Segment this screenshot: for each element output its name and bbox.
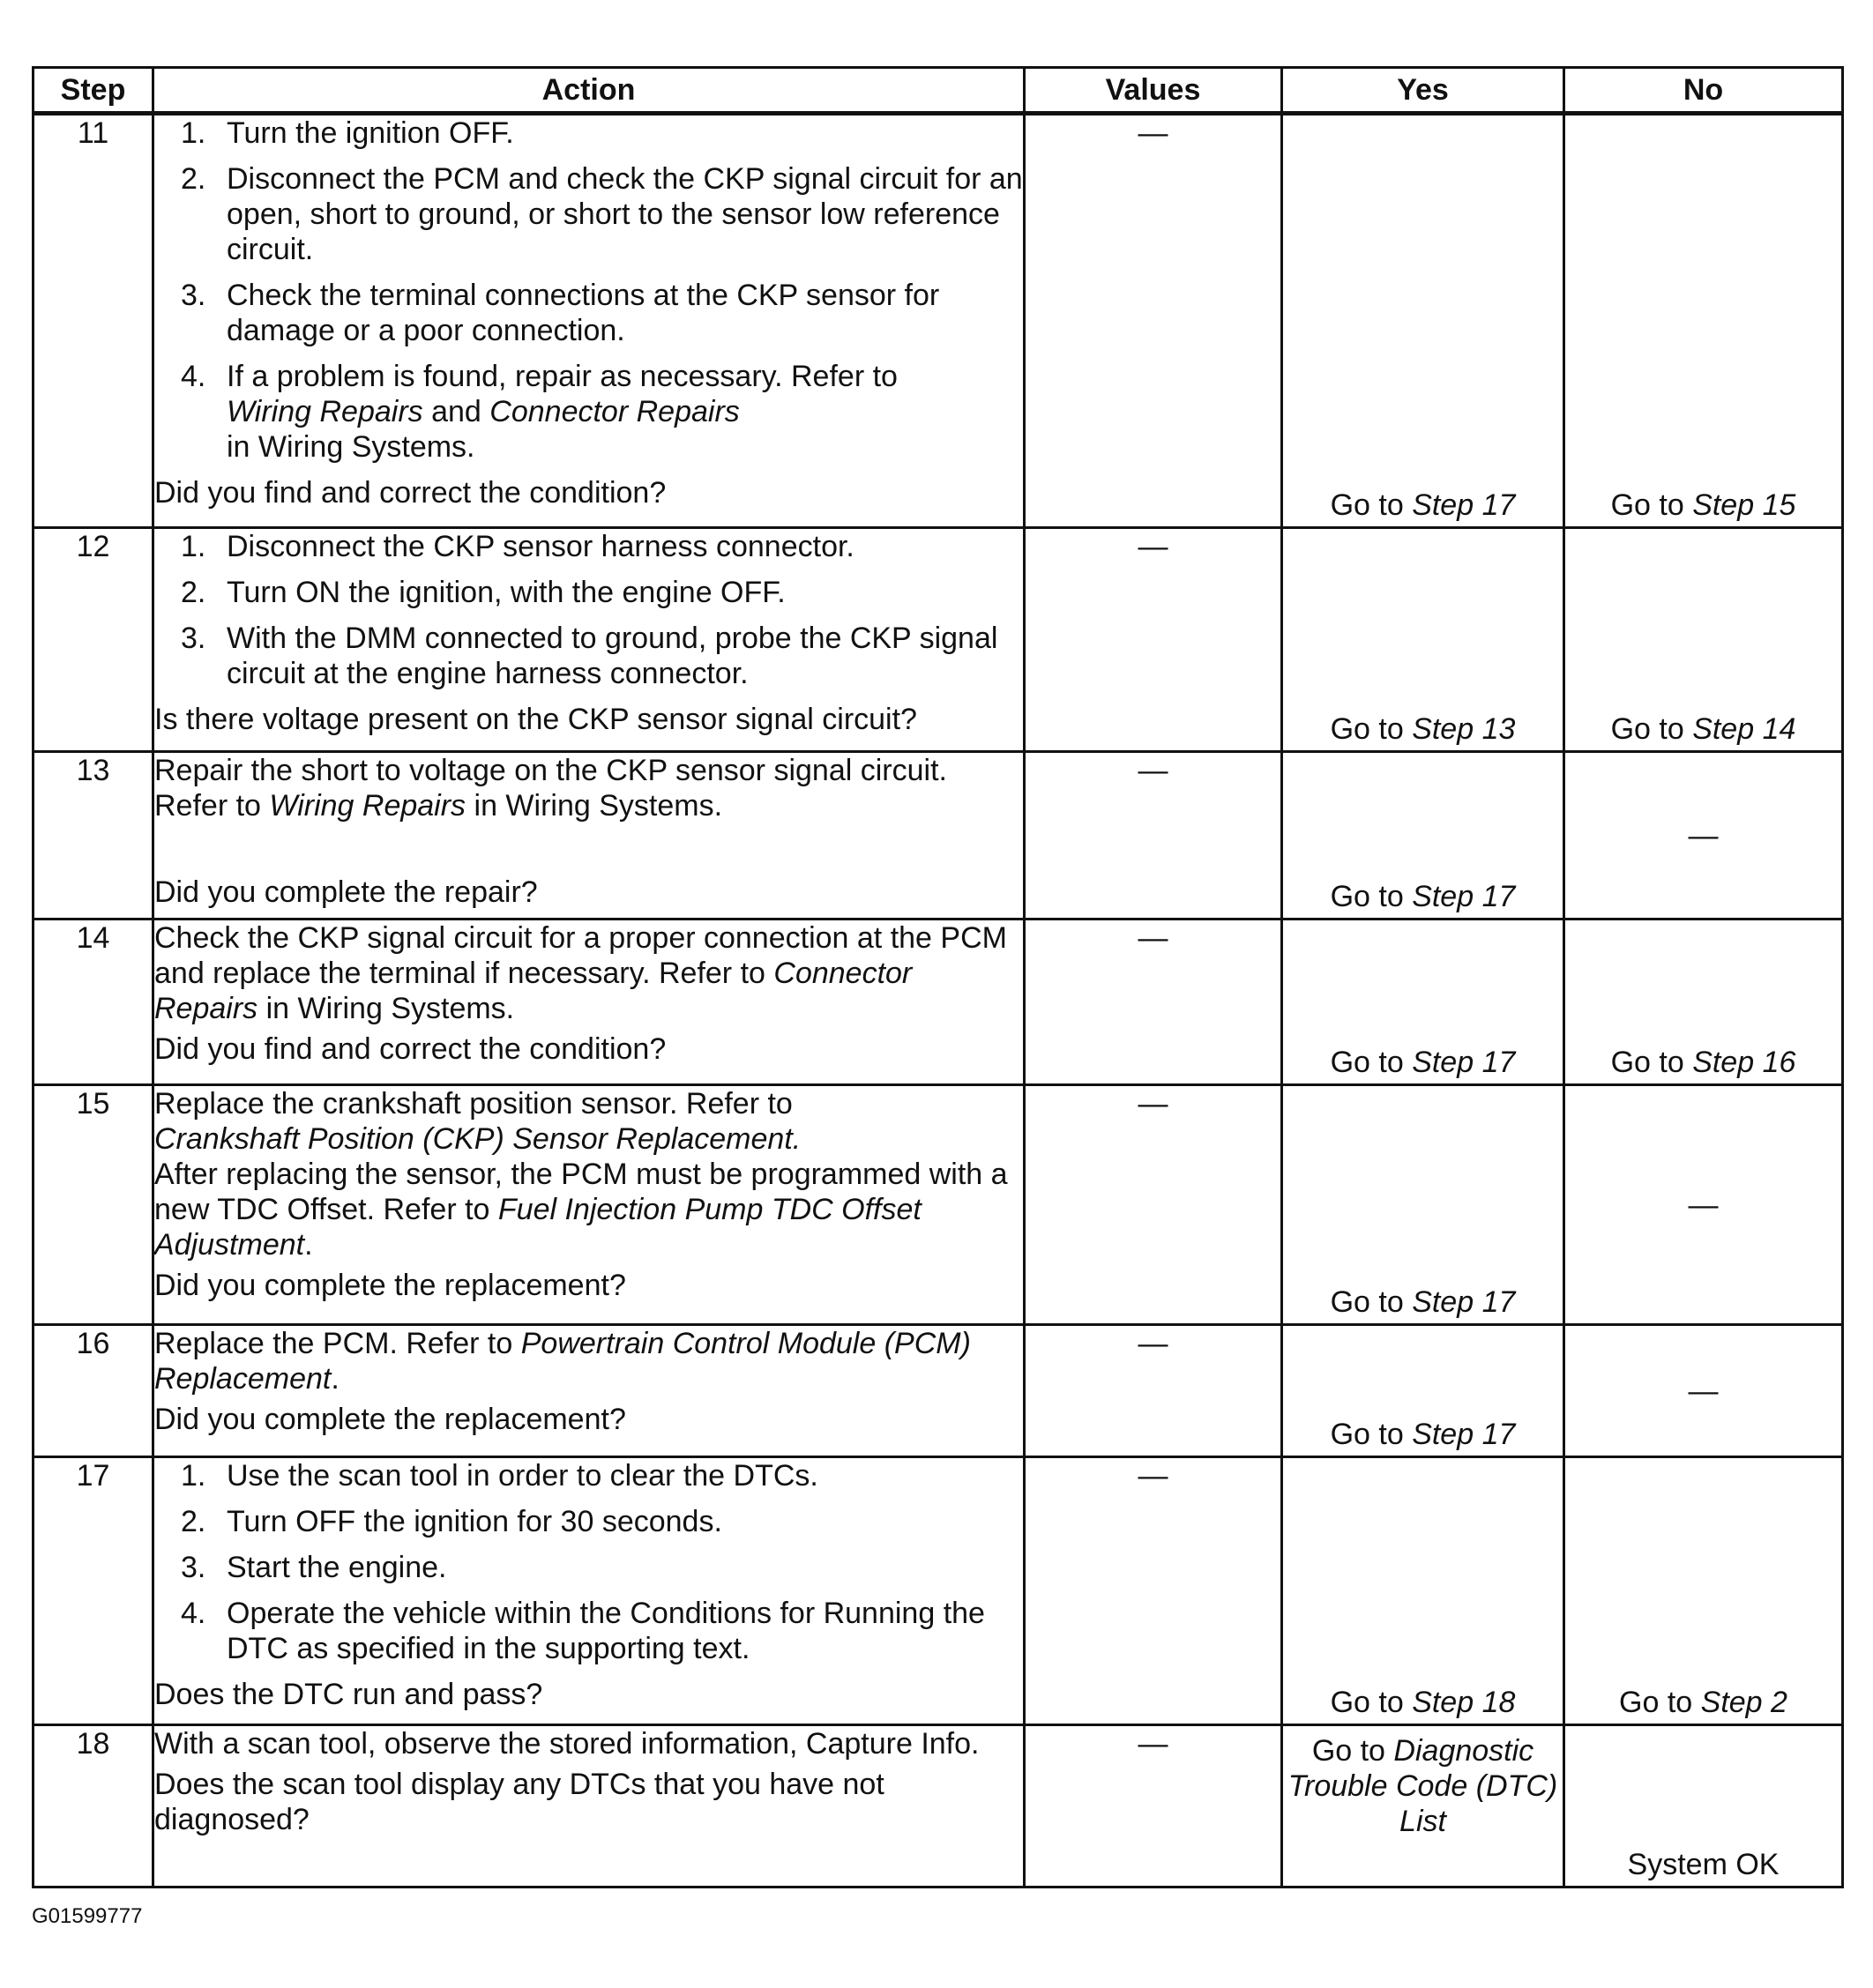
action-cell bbox=[153, 1725, 1025, 1887]
list-item: 4. If a problem is found, repair as necessary. Refer to Wiring Repairs and Connector Repairs in Wiring Systems. bbox=[181, 360, 898, 464]
list-item: 2. Turn OFF the ignition for 30 seconds. bbox=[181, 1505, 722, 1538]
list-item: 1. Disconnect the CKP sensor harness connector. bbox=[181, 530, 854, 563]
question-text: Did you find and correct the condition? bbox=[154, 1032, 667, 1066]
yes-cell bbox=[1282, 920, 1564, 1085]
action-list bbox=[154, 115, 1023, 465]
item-text: in Wiring Systems. bbox=[227, 430, 475, 464]
goto-prefix: Go to bbox=[1330, 1046, 1413, 1079]
question-text: Did you find and correct the condition? bbox=[154, 476, 667, 510]
table-row bbox=[34, 752, 1843, 920]
item-text: Replace the crankshaft position sensor. Refer to bbox=[154, 1087, 793, 1121]
goto-prefix: Go to bbox=[1610, 1046, 1693, 1079]
item-text: Turn ON the ignition, with the engine OFF. bbox=[227, 576, 786, 609]
header-action: Action bbox=[153, 68, 1025, 114]
goto-prefix: Go to bbox=[1330, 488, 1413, 522]
list-item: 2. Disconnect the PCM and check the CKP signal circuit for an open, short to ground, or short to the sensor low reference circuit. bbox=[181, 162, 1023, 266]
list-item: 3. Check the terminal connections at the CKP sensor for damage or a poor connection. bbox=[181, 279, 940, 347]
item-text: Use the scan tool in order to clear the DTCs. bbox=[227, 1459, 818, 1493]
action-cell bbox=[153, 752, 1025, 920]
no-cell bbox=[1564, 1085, 1843, 1325]
reference-link[interactable]: Connector Repairs bbox=[154, 957, 913, 1025]
item-text: . bbox=[331, 1362, 340, 1396]
goto-prefix: Go to bbox=[1610, 488, 1693, 522]
step-number: 11 bbox=[34, 114, 153, 528]
item-text: Repair the short to voltage on the CKP sensor signal circuit. Refer to bbox=[154, 754, 947, 823]
goto-link[interactable] bbox=[1283, 488, 1563, 523]
dash: — bbox=[1138, 1727, 1168, 1761]
goto-step: Step 2 bbox=[1700, 1686, 1787, 1719]
action-text bbox=[154, 1086, 1023, 1262]
goto-link[interactable] bbox=[1283, 879, 1563, 914]
step-number: 15 bbox=[34, 1085, 153, 1325]
list-item: 1. Use the scan tool in order to clear the DTCs. bbox=[181, 1459, 818, 1493]
step-number: 18 bbox=[34, 1725, 153, 1887]
goto-step: Step 13 bbox=[1412, 712, 1516, 746]
values-cell bbox=[1025, 1457, 1282, 1725]
goto-link[interactable] bbox=[1283, 1284, 1563, 1320]
goto-prefix: Go to bbox=[1311, 1734, 1394, 1768]
goto-link[interactable] bbox=[1565, 1045, 1841, 1080]
table-row bbox=[34, 1725, 1843, 1887]
dash: — bbox=[1688, 1188, 1719, 1222]
values-cell bbox=[1025, 114, 1282, 528]
goto-prefix: Go to bbox=[1330, 712, 1413, 746]
figure-id: G01599777 bbox=[32, 1904, 143, 1928]
goto-reference: Diagnostic Trouble Code (DTC) List bbox=[1287, 1734, 1558, 1838]
no-cell bbox=[1564, 752, 1843, 920]
reference-link[interactable]: Crankshaft Position (CKP) Sensor Replacement. bbox=[154, 1122, 802, 1156]
goto-step: Step 17 bbox=[1412, 488, 1516, 522]
item-text: Disconnect the PCM and check the CKP signal circuit for an open, short to ground, or short to the sensor low reference circuit. bbox=[227, 162, 1023, 266]
question-text: Is there voltage present on the CKP sensor signal circuit? bbox=[154, 703, 917, 736]
system-ok-text: System OK bbox=[1627, 1848, 1780, 1881]
step-number: 12 bbox=[34, 528, 153, 752]
goto-step: Step 17 bbox=[1412, 1285, 1516, 1319]
values-cell bbox=[1025, 1325, 1282, 1457]
item-text: in Wiring Systems. bbox=[265, 992, 515, 1025]
no-cell bbox=[1564, 920, 1843, 1085]
no-cell bbox=[1564, 114, 1843, 528]
goto-prefix: Go to bbox=[1330, 880, 1413, 913]
yes-cell bbox=[1282, 114, 1564, 528]
action-text bbox=[154, 920, 1023, 1026]
goto-prefix: Go to bbox=[1610, 712, 1693, 746]
reference-link[interactable]: Fuel Injection Pump TDC Offset Adjustment bbox=[154, 1193, 922, 1262]
yes-cell bbox=[1282, 1457, 1564, 1725]
header-yes: Yes bbox=[1282, 68, 1564, 114]
values-cell bbox=[1025, 528, 1282, 752]
values-cell bbox=[1025, 920, 1282, 1085]
action-cell bbox=[153, 1457, 1025, 1725]
dash: — bbox=[1138, 1459, 1168, 1493]
item-text: and bbox=[431, 395, 481, 428]
goto-prefix: Go to bbox=[1330, 1285, 1413, 1319]
dash: — bbox=[1138, 530, 1168, 563]
values-cell bbox=[1025, 752, 1282, 920]
header-no: No bbox=[1564, 68, 1843, 114]
action-cell bbox=[153, 114, 1025, 528]
dash: — bbox=[1138, 116, 1168, 150]
item-text: Disconnect the CKP sensor harness connector. bbox=[227, 530, 854, 563]
goto-link[interactable] bbox=[1565, 711, 1841, 747]
action-cell bbox=[153, 1325, 1025, 1457]
item-text: Turn OFF the ignition for 30 seconds. bbox=[227, 1505, 722, 1538]
goto-link[interactable] bbox=[1565, 488, 1841, 523]
table-row bbox=[34, 1457, 1843, 1725]
dash: — bbox=[1688, 1374, 1719, 1408]
no-cell bbox=[1564, 528, 1843, 752]
yes-cell bbox=[1282, 752, 1564, 920]
reference-link[interactable]: Wiring Repairs bbox=[269, 789, 466, 823]
reference-link[interactable]: Powertrain Control Module (PCM) Replacement bbox=[154, 1327, 971, 1396]
dash: — bbox=[1138, 1327, 1168, 1360]
question-text: Did you complete the replacement? bbox=[154, 1269, 626, 1302]
no-cell bbox=[1564, 1725, 1843, 1887]
goto-step: Step 16 bbox=[1692, 1046, 1796, 1079]
values-cell bbox=[1025, 1725, 1282, 1887]
header-row bbox=[34, 68, 1843, 114]
goto-link[interactable] bbox=[1283, 1417, 1563, 1452]
item-text: After replacing the sensor, the PCM must be programmed with a new TDC Offset. Refer to bbox=[154, 1158, 1008, 1226]
item-text: Replace the PCM. Refer to bbox=[154, 1327, 513, 1360]
step-number: 17 bbox=[34, 1457, 153, 1725]
list-item: 4. Operate the vehicle within the Conditions for Running the DTC as specified in the supporting text. bbox=[181, 1597, 985, 1665]
table-row bbox=[34, 1325, 1843, 1457]
item-text: If a problem is found, repair as necessary. Refer to bbox=[227, 360, 898, 393]
question-text: Does the scan tool display any DTCs that you have not diagnosed? bbox=[154, 1768, 884, 1836]
goto-link[interactable] bbox=[1283, 1733, 1563, 1839]
item-text: in Wiring Systems. bbox=[474, 789, 723, 823]
yes-cell bbox=[1282, 1325, 1564, 1457]
table-row bbox=[34, 528, 1843, 752]
list-item: 3. With the DMM connected to ground, probe the CKP signal circuit at the engine harness connector. bbox=[181, 622, 998, 690]
list-item: 2. Turn ON the ignition, with the engine OFF. bbox=[181, 576, 786, 609]
item-text: Turn the ignition OFF. bbox=[227, 116, 514, 150]
item-text: With the DMM connected to ground, probe the CKP signal circuit at the engine harness connector. bbox=[227, 622, 998, 690]
no-cell bbox=[1564, 1325, 1843, 1457]
action-text bbox=[154, 1326, 1023, 1396]
table-row bbox=[34, 1085, 1843, 1325]
table-row bbox=[34, 920, 1843, 1085]
item-text: Operate the vehicle within the Conditions for Running the DTC as specified in the supporting text. bbox=[227, 1597, 985, 1665]
list-item: 1. Turn the ignition OFF. bbox=[181, 116, 514, 150]
header-step: Step bbox=[34, 68, 153, 114]
goto-step: Step 14 bbox=[1692, 712, 1796, 746]
goto-link[interactable] bbox=[1565, 1685, 1841, 1720]
item-text: Start the engine. bbox=[227, 1551, 447, 1584]
reference-link[interactable]: Wiring Repairs bbox=[227, 395, 423, 428]
action-text bbox=[154, 753, 1023, 823]
action-text: With a scan tool, observe the stored information, Capture Info. bbox=[154, 1727, 980, 1761]
goto-prefix: Go to bbox=[1330, 1686, 1413, 1719]
yes-cell bbox=[1282, 528, 1564, 752]
item-text: Check the terminal connections at the CKP sensor for damage or a poor connection. bbox=[227, 279, 940, 347]
question-text: Did you complete the replacement? bbox=[154, 1403, 626, 1436]
question-text: Does the DTC run and pass? bbox=[154, 1678, 543, 1711]
goto-link[interactable] bbox=[1283, 1685, 1563, 1720]
item-text: Check the CKP signal circuit for a proper connection at the PCM and replace the terminal if necessary. Refer to bbox=[154, 921, 1007, 990]
goto-step: Step 15 bbox=[1692, 488, 1796, 522]
goto-step: Step 18 bbox=[1412, 1686, 1516, 1719]
action-cell bbox=[153, 1085, 1025, 1325]
no-cell bbox=[1564, 1457, 1843, 1725]
goto-step: Step 17 bbox=[1412, 1418, 1516, 1451]
action-list bbox=[154, 529, 1023, 691]
goto-prefix: Go to bbox=[1330, 1418, 1413, 1451]
goto-link[interactable] bbox=[1283, 1045, 1563, 1080]
dash: — bbox=[1138, 1087, 1168, 1121]
header-values: Values bbox=[1025, 68, 1282, 114]
dash: — bbox=[1138, 921, 1168, 955]
values-cell bbox=[1025, 1085, 1282, 1325]
dash: — bbox=[1138, 754, 1168, 787]
table-row bbox=[34, 114, 1843, 528]
goto-prefix: Go to bbox=[1619, 1686, 1701, 1719]
item-text: . bbox=[304, 1228, 313, 1262]
goto-link[interactable] bbox=[1283, 711, 1563, 747]
list-item: 3. Start the engine. bbox=[181, 1551, 447, 1584]
question-text: Did you complete the repair? bbox=[154, 875, 538, 909]
goto-step: Step 17 bbox=[1412, 1046, 1516, 1079]
yes-cell bbox=[1282, 1085, 1564, 1325]
dash: — bbox=[1688, 818, 1719, 853]
action-list bbox=[154, 1458, 1023, 1666]
yes-cell bbox=[1282, 1725, 1564, 1887]
step-number: 16 bbox=[34, 1325, 153, 1457]
action-cell bbox=[153, 920, 1025, 1085]
step-number: 14 bbox=[34, 920, 153, 1085]
reference-link[interactable]: Connector Repairs bbox=[489, 395, 740, 428]
action-cell bbox=[153, 528, 1025, 752]
diagnostic-table bbox=[32, 66, 1844, 1888]
step-number: 13 bbox=[34, 752, 153, 920]
goto-step: Step 17 bbox=[1412, 880, 1516, 913]
